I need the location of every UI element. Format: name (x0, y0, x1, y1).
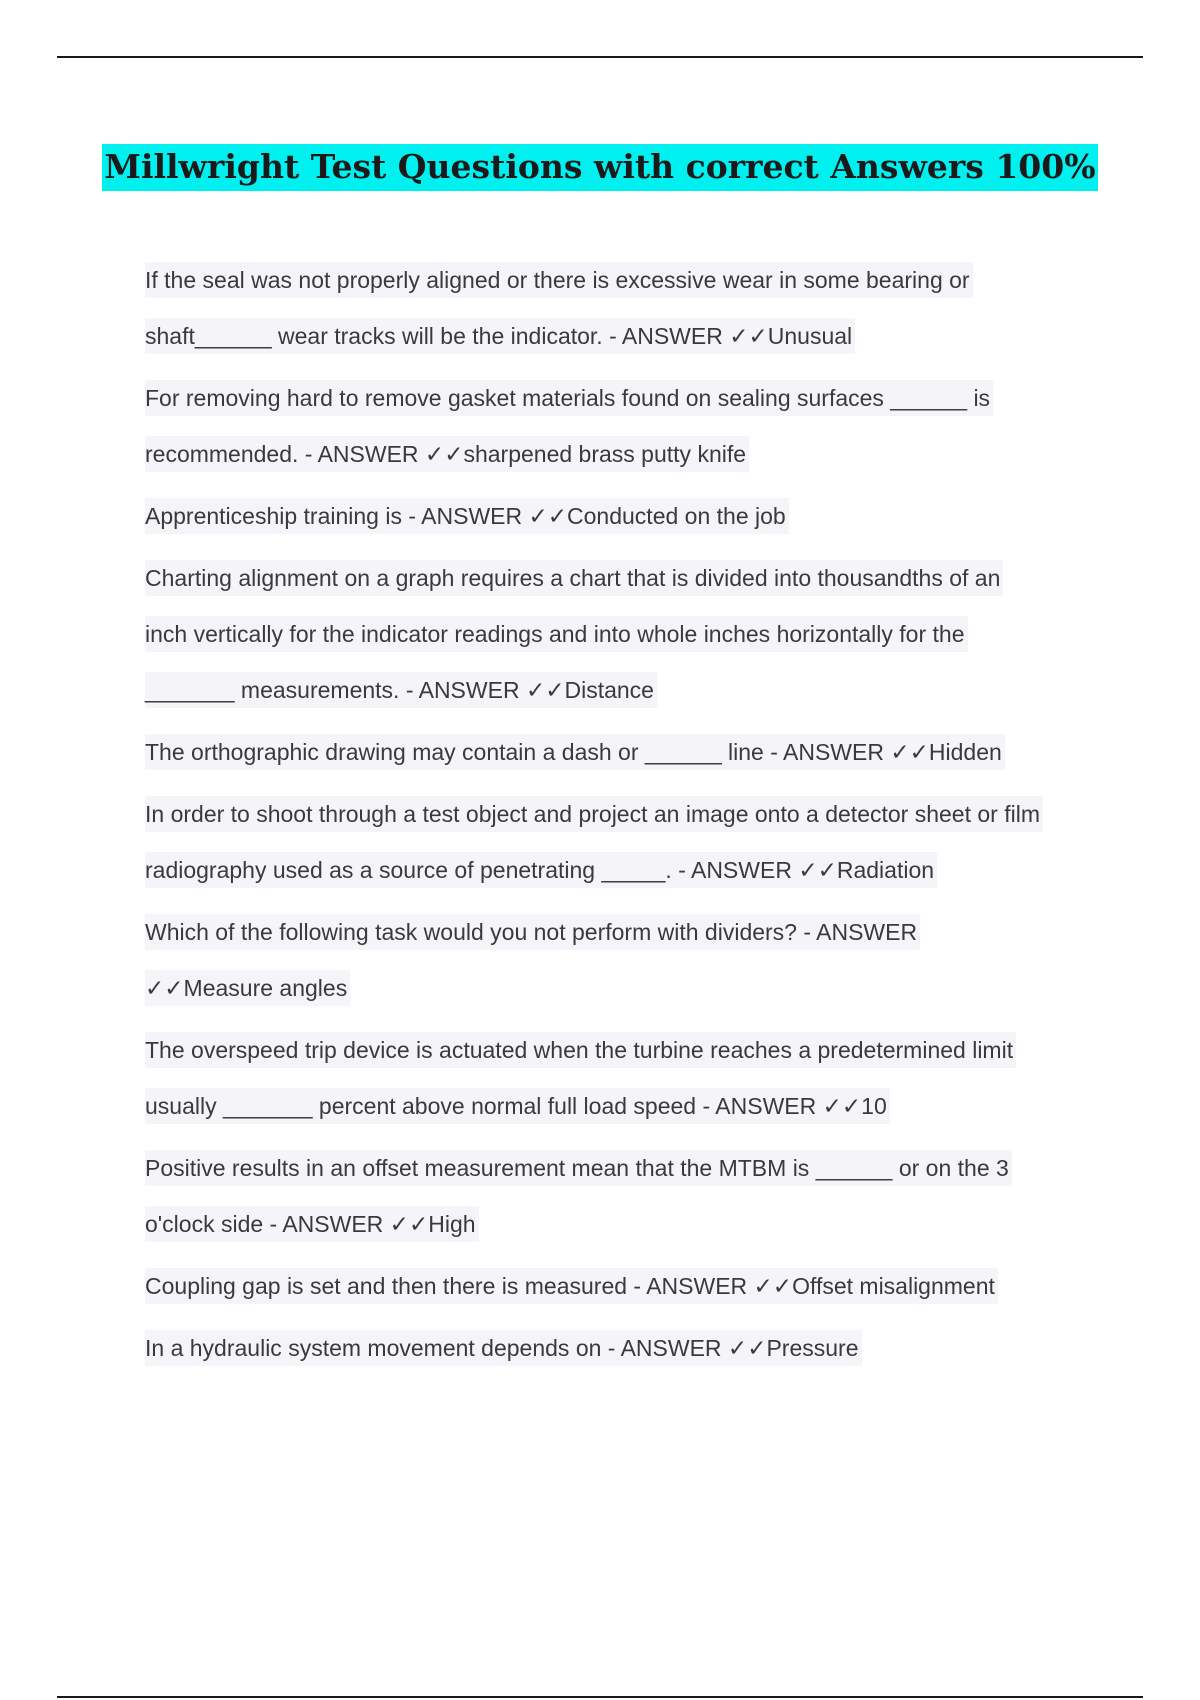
qa-line: If the seal was not properly aligned or there is excessive wear in some bearing or (145, 262, 973, 298)
document-title: Millwright Test Questions with correct Answers 100% (102, 144, 1097, 191)
qa-entry (145, 560, 1095, 730)
qa-entry (145, 914, 1095, 1028)
qa-line: Positive results in an offset measurement mean that the MTBM is ______ or on the 3 (145, 1150, 1012, 1186)
qa-line: Which of the following task would you not perform with dividers? - ANSWER (145, 914, 920, 950)
qa-line: recommended. - ANSWER ✓✓sharpened brass putty knife (145, 436, 749, 472)
qa-entry (145, 1330, 1095, 1388)
qa-line: The overspeed trip device is actuated when the turbine reaches a predetermined limit (145, 1032, 1016, 1068)
qa-line: In order to shoot through a test object and project an image onto a detector sheet or film (145, 796, 1043, 832)
qa-line: For removing hard to remove gasket materials found on sealing surfaces ______ is (145, 380, 993, 416)
qa-line: usually _______ percent above normal full load speed - ANSWER ✓✓10 (145, 1088, 890, 1124)
qa-line: o'clock side - ANSWER ✓✓High (145, 1206, 479, 1242)
footer-rule (57, 1696, 1143, 1698)
qa-entry (145, 498, 1095, 556)
qa-line: ✓✓Measure angles (145, 970, 350, 1006)
qa-entry (145, 380, 1095, 494)
qa-entry (145, 1032, 1095, 1146)
qa-line: In a hydraulic system movement depends on - ANSWER ✓✓Pressure (145, 1330, 862, 1366)
qa-line: Charting alignment on a graph requires a chart that is divided into thousandths of an (145, 560, 1003, 596)
qa-line: inch vertically for the indicator readings and into whole inches horizontally for the (145, 616, 968, 652)
qa-line: Apprenticeship training is - ANSWER ✓✓Conducted on the job (145, 498, 789, 534)
qa-line: shaft______ wear tracks will be the indicator. - ANSWER ✓✓Unusual (145, 318, 855, 354)
qa-entry (145, 262, 1095, 376)
qa-entry (145, 1150, 1095, 1264)
qa-entry (145, 734, 1095, 792)
qa-line: radiography used as a source of penetrating _____. - ANSWER ✓✓Radiation (145, 852, 937, 888)
header-rule (57, 56, 1143, 58)
qa-line: _______ measurements. - ANSWER ✓✓Distance (145, 672, 657, 708)
qa-entry (145, 796, 1095, 910)
question-list (145, 262, 1095, 1392)
qa-line: Coupling gap is set and then there is measured - ANSWER ✓✓Offset misalignment (145, 1268, 998, 1304)
title-container (0, 144, 1200, 191)
qa-entry (145, 1268, 1095, 1326)
qa-line: The orthographic drawing may contain a dash or ______ line - ANSWER ✓✓Hidden (145, 734, 1005, 770)
